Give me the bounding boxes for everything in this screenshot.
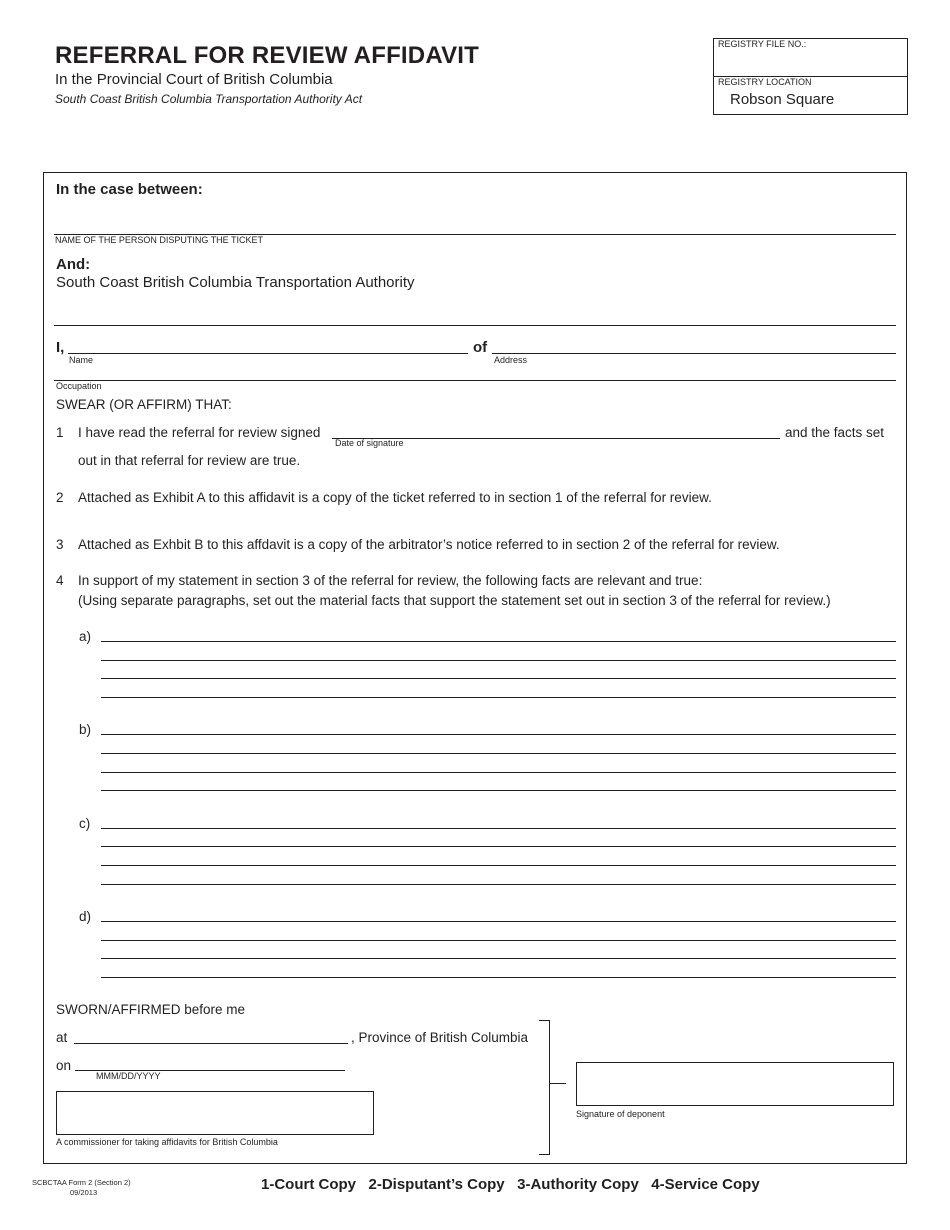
- and-heading: And:: [56, 256, 91, 273]
- section-4-number: 4: [56, 573, 64, 588]
- paragraph-d-line[interactable]: [101, 958, 896, 959]
- registry-file-no-field[interactable]: [718, 53, 903, 73]
- section-1-number: 1: [56, 425, 64, 440]
- paragraph-b-line[interactable]: [101, 734, 896, 735]
- deponent-name-line: [68, 353, 468, 354]
- signature-date-field[interactable]: [334, 418, 778, 438]
- paragraph-d-line[interactable]: [101, 977, 896, 978]
- sworn-location-field[interactable]: [76, 1024, 346, 1042]
- form-id: SCBCTAA Form 2 (Section 2): [32, 1178, 131, 1187]
- section-4-note: (Using separate paragraphs, set out the material facts that support the statement set out in section 3 of the referral for review.): [78, 593, 831, 608]
- registry-box: [713, 38, 908, 115]
- paragraph-b-label: b): [79, 722, 92, 737]
- deponent-address-field[interactable]: [494, 332, 894, 352]
- disputant-name-label: NAME OF THE PERSON DISPUTING THE TICKET: [55, 235, 264, 245]
- authority-line: [54, 325, 896, 326]
- deponent-occupation-label: Occupation: [56, 381, 102, 391]
- deponent-signature-label: Signature of deponent: [576, 1109, 665, 1119]
- deponent-signature-box[interactable]: [576, 1062, 894, 1106]
- section-1-text-a: I have read the referral for review signed: [78, 425, 321, 440]
- sworn-bracket-tick: [549, 1083, 566, 1084]
- province-text: , Province of British Columbia: [351, 1030, 529, 1045]
- sworn-bracket: [539, 1020, 550, 1155]
- case-between-heading: In the case between:: [56, 181, 203, 198]
- section-2-text: Attached as Exhibit A to this affidavit is a copy of the ticket referred to in section 1 of the referral for review.: [78, 490, 712, 505]
- paragraph-d-label: d): [79, 909, 92, 924]
- registry-file-no-label: REGISTRY FILE NO.:: [718, 39, 807, 49]
- section-4-text: In support of my statement in section 3 of the referral for review, the following facts are relevant and true:: [78, 573, 703, 588]
- act-name: South Coast British Columbia Transportation Authority Act: [55, 92, 363, 106]
- swear-heading: SWEAR (OR AFFIRM) THAT:: [56, 397, 232, 412]
- commissioner-signature-box[interactable]: [56, 1091, 374, 1135]
- section-2-number: 2: [56, 490, 64, 505]
- paragraph-c-label: c): [79, 816, 91, 831]
- deponent-address-label: Address: [494, 355, 528, 365]
- i-label: I,: [56, 339, 65, 356]
- sworn-date-field[interactable]: [77, 1051, 343, 1069]
- paragraph-b-line[interactable]: [101, 790, 896, 791]
- paragraph-b-line[interactable]: [101, 772, 896, 773]
- signature-date-label: Date of signature: [335, 438, 404, 448]
- registry-location-label: REGISTRY LOCATION: [718, 77, 812, 87]
- court-name: In the Provincial Court of British Columbia: [55, 71, 333, 88]
- paragraph-c-line[interactable]: [101, 846, 896, 847]
- paragraph-a-line[interactable]: [101, 641, 896, 642]
- paragraph-a-line[interactable]: [101, 678, 896, 679]
- of-label: of: [473, 339, 488, 356]
- disputant-name-field[interactable]: [56, 212, 894, 232]
- section-3-text: Attached as Exhbit B to this affdavit is a copy of the arbitrator’s notice referred to in section 2 of the referral for review.: [78, 537, 780, 552]
- copy-distribution: 1-Court Copy 2-Disputant’s Copy 3-Authority Copy 4-Service Copy: [261, 1176, 760, 1193]
- at-label: at: [56, 1030, 68, 1045]
- form-date: 09/2013: [70, 1188, 98, 1197]
- registry-location-value[interactable]: Robson Square: [730, 91, 835, 108]
- paragraph-d-line[interactable]: [101, 940, 896, 941]
- paragraph-d-line[interactable]: [101, 921, 896, 922]
- section-3-number: 3: [56, 537, 64, 552]
- section-1-text-c: out in that referral for review are true.: [78, 453, 301, 468]
- sworn-heading: SWORN/AFFIRMED before me: [56, 1002, 246, 1017]
- paragraph-a-label: a): [79, 629, 92, 644]
- paragraph-a-line[interactable]: [101, 660, 896, 661]
- paragraph-c-line[interactable]: [101, 884, 896, 885]
- paragraph-c-line[interactable]: [101, 828, 896, 829]
- deponent-occupation-line: [54, 380, 896, 381]
- paragraph-a-line[interactable]: [101, 697, 896, 698]
- sworn-date-format: MMM/DD/YYYY: [96, 1071, 161, 1081]
- deponent-address-line: [492, 353, 896, 354]
- on-label: on: [56, 1058, 72, 1073]
- paragraph-b-line[interactable]: [101, 753, 896, 754]
- deponent-name-field[interactable]: [70, 332, 466, 352]
- sworn-location-line: [74, 1043, 348, 1044]
- deponent-occupation-field[interactable]: [56, 358, 894, 378]
- form-title: REFERRAL FOR REVIEW AFFIDAVIT: [55, 42, 480, 69]
- commissioner-label: A commissioner for taking affidavits for British Columbia: [56, 1137, 278, 1147]
- section-1-text-b: and the facts set: [785, 425, 885, 440]
- paragraph-c-line[interactable]: [101, 865, 896, 866]
- deponent-name-label: Name: [69, 355, 94, 365]
- authority-name: South Coast British Columbia Transportation Authority: [56, 274, 415, 291]
